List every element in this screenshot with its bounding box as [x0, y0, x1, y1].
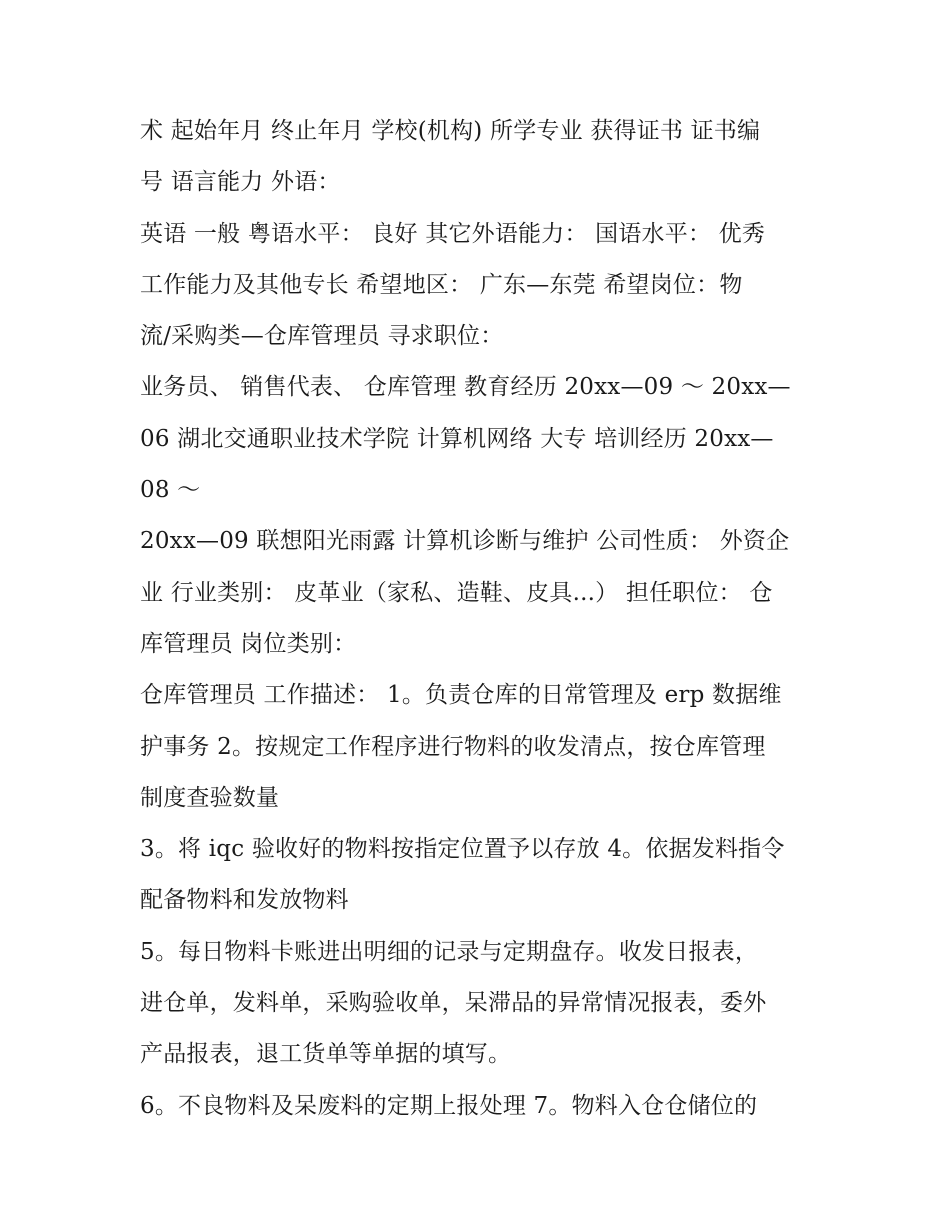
text-line: 5。每日物料卡账进出明细的记录与定期盘存。收发日报表，: [140, 938, 759, 965]
text-line: 配备物料和发放物料: [140, 887, 349, 914]
text-line: 06 湖北交通职业技术学院 计算机网络 大专 培训经历 20xx—: [140, 425, 774, 452]
text-line: 20xx—09 联想阳光雨露 计算机诊断与维护 公司性质： 外资企: [140, 528, 790, 555]
text-line: 仓库管理员 工作描述： 1。负责仓库的日常管理及 erp 数据维: [140, 682, 782, 709]
document-body: [140, 106, 820, 1132]
text-line: 3。将 iqc 验收好的物料按指定位置予以存放 4。依据发料指令: [140, 836, 785, 863]
text-line: 制度查验数量: [140, 784, 280, 811]
text-line: 库管理员 岗位类别：: [140, 630, 357, 657]
text-line: 进仓单，发料单，采购验收单，呆滞品的异常情况报表，委外: [140, 990, 767, 1017]
text-line: 业务员、 销售代表、 仓库管理 教育经历 20xx—09 ～ 20xx—: [140, 374, 791, 401]
text-line: 护事务 2。按规定工作程序进行物料的收发清点，按仓库管理: [140, 733, 766, 760]
text-line: 产品报表，退工货单等单据的填写。: [140, 1041, 512, 1068]
text-line: 业 行业类别： 皮革业（家私、造鞋、皮具...） 担任职位： 仓: [140, 579, 773, 606]
text-line: 工作能力及其他专长 希望地区： 广东—东莞 希望岗位：物: [140, 271, 743, 298]
text-line: 08 ～: [140, 477, 201, 504]
text-line: 英语 一般 粤语水平： 良好 其它外语能力： 国语水平： 优秀: [140, 220, 766, 247]
text-line: 流/采购类—仓库管理员 寻求职位：: [140, 323, 504, 350]
text-line: 术 起始年月 终止年月 学校(机构) 所学专业 获得证书 证书编: [140, 118, 761, 144]
text-line: 6。不良物料及呆废料的定期上报处理 7。物料入仓仓储位的: [140, 1092, 758, 1119]
text-line: 号 语言能力 外语：: [140, 169, 341, 196]
